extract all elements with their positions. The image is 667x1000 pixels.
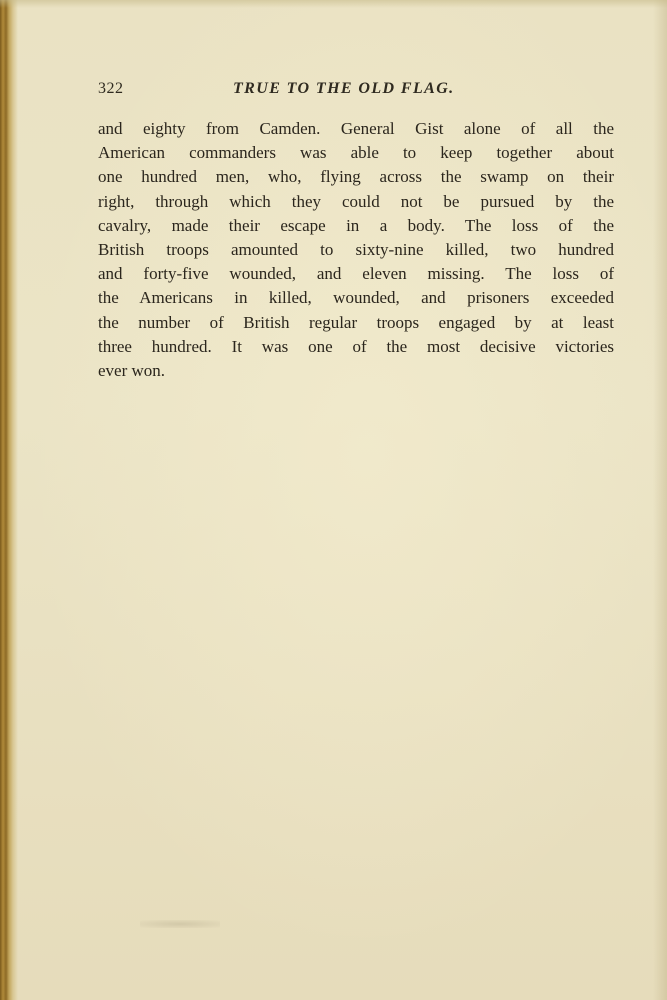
text-line: right, through which they could not be pursued by the <box>98 191 614 211</box>
page-top-edge <box>0 0 667 8</box>
text-line: the Americans in killed, wounded, and prisoners exceeded <box>98 288 614 308</box>
text-line: and forty-five wounded, and eleven missing. The loss of <box>98 264 614 284</box>
text-line-last: ever won. <box>98 361 166 381</box>
body-paragraph <box>98 117 618 383</box>
text-line: British troops amounted to sixty-nine killed, two hundred <box>98 240 614 260</box>
book-binding-edge <box>0 0 18 1000</box>
text-line: and eighty from Camden. General Gist alone of all the <box>98 119 614 138</box>
text-line: the number of British regular troops engaged by at least <box>98 312 614 332</box>
text-line: three hundred. It was one of the most decisive victories <box>98 336 614 356</box>
text-line: one hundred men, who, flying across the swamp on their <box>98 167 614 187</box>
page-number: 322 <box>98 80 124 97</box>
text-line: American commanders was able to keep together about <box>98 143 614 163</box>
running-header <box>98 80 618 106</box>
page-right-edge <box>653 0 667 1000</box>
text-line: cavalry, made their escape in a body. The loss of the <box>98 215 614 235</box>
paper-smudge <box>140 920 220 928</box>
running-title: TRUE TO THE OLD FLAG. <box>233 80 455 97</box>
